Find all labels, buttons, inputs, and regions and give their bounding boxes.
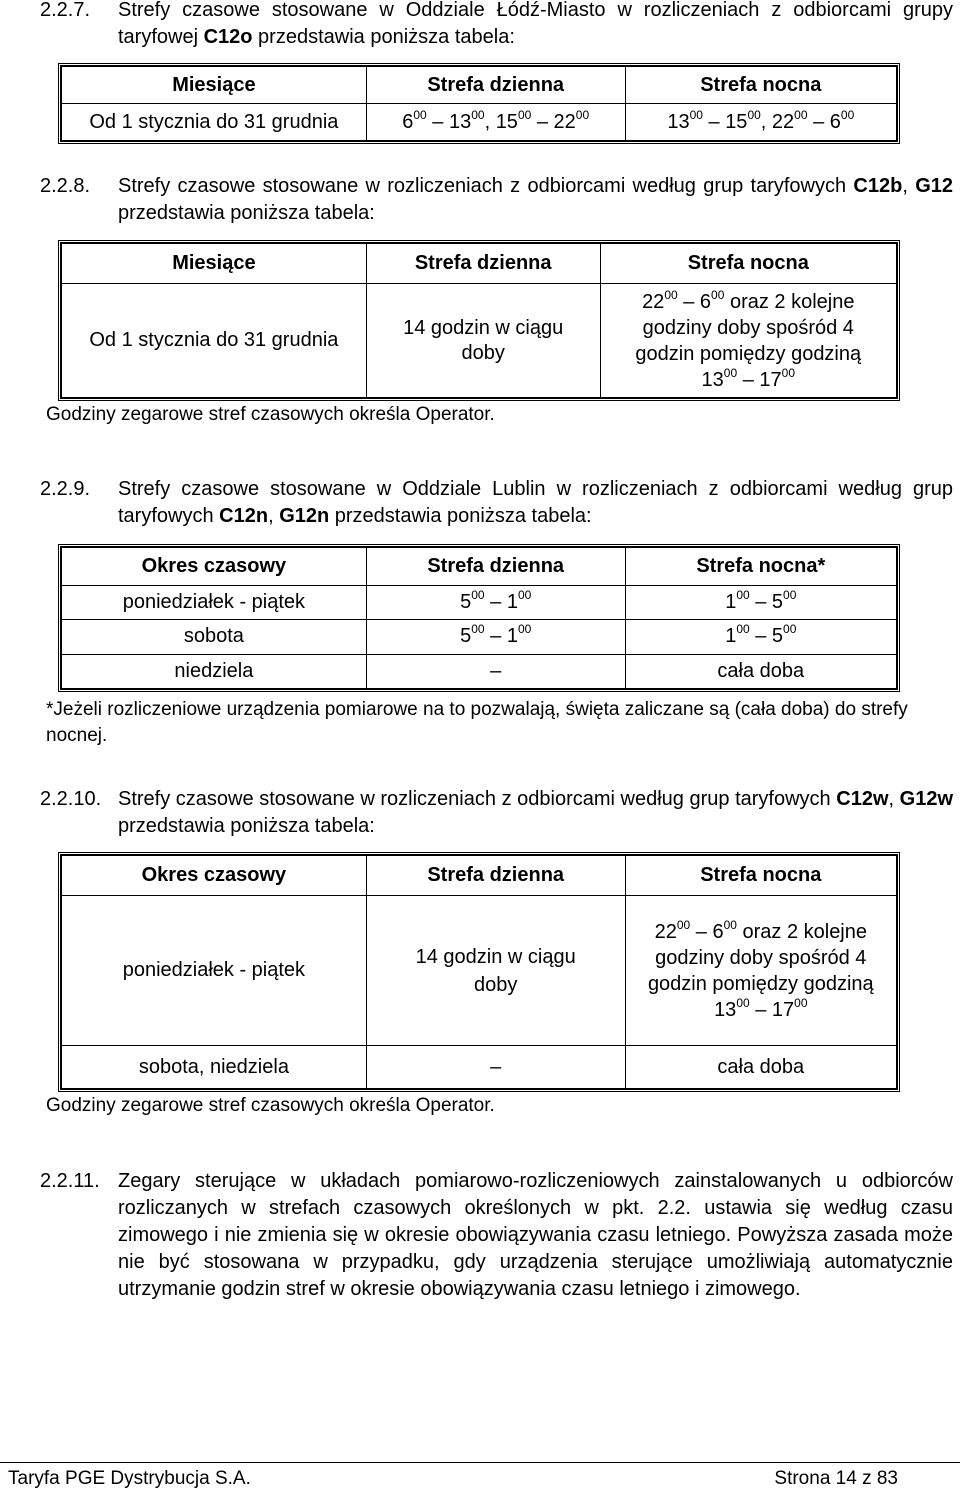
table-cell: Od 1 stycznia do 31 grudnia [62, 104, 367, 141]
note-text: Godziny zegarowe stref czasowych określa Operator. [46, 1095, 495, 1116]
table-row [62, 654, 897, 688]
table-cell: poniedziałek - piątek [62, 586, 367, 620]
page-footer [0, 1462, 960, 1489]
table-row [62, 620, 897, 654]
table-cell: $1^{00} - 5^{00}$ [625, 620, 896, 654]
table-cell: 14 godzin w ciągu doby [366, 896, 625, 1046]
section-number: 2.2.7. [40, 0, 91, 21]
header-cell: Strefa dzienna [366, 856, 625, 896]
table-row [62, 1046, 897, 1089]
section-2-2-8 [40, 173, 953, 227]
section-number: 2.2.10. [40, 788, 102, 810]
table-cell: sobota, niedziela [62, 1046, 367, 1089]
table-row [62, 586, 897, 620]
table-2-2-9 [58, 544, 900, 692]
table-cell: cała doba [625, 654, 896, 688]
table-cell: $13^{00} - 15^{00}$, $22^{00} - 6^{00}$ [625, 104, 896, 141]
page-number: Strona 14 z 83 [774, 1468, 898, 1489]
header-cell: Strefa nocna [625, 67, 896, 104]
section-2-2-10 [40, 786, 953, 840]
table-cell: Od 1 stycznia do 31 grudnia [62, 284, 367, 398]
section-number: 2.2.8. [40, 175, 91, 197]
table-2-2-10 [58, 852, 900, 1092]
table-cell: $5^{00} - 1^{00}$ [366, 586, 625, 620]
header-cell: Strefa dzienna [366, 67, 625, 104]
table-2-2-8 [58, 240, 900, 401]
header-cell: Strefa dzienna [366, 244, 600, 284]
section-number: 2.2.9. [40, 478, 91, 500]
table-cell: $5^{00} - 1^{00}$ [366, 620, 625, 654]
table-cell: niedziela [62, 654, 367, 688]
section-text: Strefy czasowe stosowane w rozliczeniach z odbiorcami według grup taryfowych C12b, G12 przedstawia poniższa tabela: [118, 175, 953, 224]
section-text: Strefy czasowe stosowane w rozliczeniach z odbiorcami według grup taryfowych C12w, G12w przedstawia poniższa tabela: [118, 788, 953, 837]
table-cell: poniedziałek - piątek [62, 896, 367, 1046]
section-2-2-9 [40, 476, 953, 530]
table-cell: cała doba [625, 1046, 896, 1089]
section-2-2-7 [40, 0, 953, 51]
table-cell: $22^{00} - 6^{00}$ oraz 2 kolejne godziny doby spośród 4 godzin pomiędzy godziną $13^{00} - 17^{00}$ [600, 284, 896, 398]
table-cell: $6^{00} - 13^{00}$, $15^{00} - 22^{00}$ [366, 104, 625, 141]
footer-left-text: Taryfa PGE Dystrybucja S.A. [8, 1468, 251, 1489]
table-cell: 14 godzin w ciągu doby [366, 284, 600, 398]
note-text: Godziny zegarowe stref czasowych określa Operator. [46, 404, 495, 425]
header-cell: Miesiące [62, 67, 367, 104]
section-text: Strefy czasowe stosowane w Oddziale Lublin w rozliczeniach z odbiorcami według grup taryfowych C12n, G12n przedstawia poniższa tabela: [118, 478, 953, 527]
section-number: 2.2.11. [40, 1170, 100, 1192]
header-cell: Strefa nocna [625, 856, 896, 896]
table-cell: – [366, 654, 625, 688]
table-cell: $22^{00} - 6^{00}$ oraz 2 kolejne godziny doby spośród 4 godzin pomiędzy godziną $13^{00} - 17^{00}$ [625, 896, 896, 1046]
header-cell: Okres czasowy [62, 548, 367, 586]
table-cell: $1^{00} - 5^{00}$ [625, 586, 896, 620]
table-cell: – [366, 1046, 625, 1089]
header-cell: Okres czasowy [62, 856, 367, 896]
table-cell: sobota [62, 620, 367, 654]
section-2-2-11 [40, 1168, 953, 1303]
header-cell: Strefa nocna [600, 244, 896, 284]
table-2-2-7 [58, 63, 900, 144]
header-cell: Strefa nocna* [625, 548, 896, 586]
section-text: Strefy czasowe stosowane w Oddziale Łódź-Miasto w rozliczeniach z odbiorcami grupy taryfowej C12o przedstawia poniższa tabela: [118, 0, 953, 48]
header-cell: Miesiące [62, 244, 367, 284]
table-row [62, 896, 897, 1046]
footnote-text: *Jeżeli rozliczeniowe urządzenia pomiarowe na to pozwalają, święta zaliczane są (cała doba) do strefy nocnej. [46, 699, 908, 746]
section-text: Zegary sterujące w układach pomiarowo-rozliczeniowych zainstalowanych u odbiorców rozliczanych w strefach czasowych określonych w pkt. 2.2. ustawia się według czasu zimowego i nie zmienia się w okresie obowiązywania czasu letniego. Powyższa zasada może nie być stosowana w przypadku, gdy urządzenia sterujące umożliwiają automatycznie utrzymanie godzin stref w okresie obowiązywania czasu letniego i zimowego. [118, 1170, 953, 1300]
header-cell: Strefa dzienna [366, 548, 625, 586]
